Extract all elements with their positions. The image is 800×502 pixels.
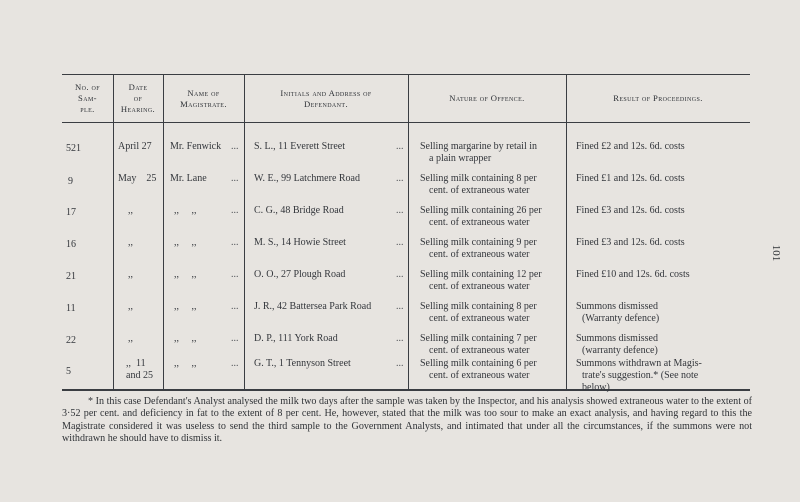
cell-magistrate: Mr. Fenwick [170, 141, 222, 152]
header-offence: Nature of Offence. [449, 93, 525, 103]
cell-date-continued: and 25 [126, 370, 153, 381]
leader-dots: ... [396, 173, 404, 184]
column-divider [163, 74, 164, 390]
cell-offence: Selling milk containing 12 per cent. of extraneous water [420, 269, 542, 292]
leader-dots: ... [396, 269, 404, 280]
leader-dots: ... [396, 237, 404, 248]
cell-date: ,, [128, 269, 133, 280]
cell-sample-no: 22 [66, 335, 76, 346]
table-top-rule [62, 74, 750, 75]
cell-defendant: J. R., 42 Battersea Park Road [254, 301, 372, 312]
cell-magistrate: ,, ,, [174, 205, 197, 216]
cell-date: ,, [128, 333, 133, 344]
cell-magistrate: Mr. Lane [170, 173, 207, 184]
column-divider [244, 74, 245, 390]
cell-magistrate: ,, ,, [174, 269, 197, 280]
header-sample-no: No. of Sam- ple. [75, 82, 100, 114]
leader-dots: ... [231, 333, 239, 344]
column-divider [566, 74, 567, 390]
cell-defendant: W. E., 99 Latchmere Road [254, 173, 360, 184]
leader-dots: ... [231, 358, 239, 369]
leader-dots: ... [396, 141, 404, 152]
cell-date: ,, [128, 205, 133, 216]
column-divider [408, 74, 409, 390]
leader-dots: ... [231, 301, 239, 312]
footnote: * In this case Defendant's Analyst analysed the milk two days after the sample was taken by the Inspector, and his analysis showed extraneous water to the extent of 3·52 per cent. and deficiency in fat to the extent of 8 per cent. He, however, stated that the milk was too sour to make an exact analysis, and having regard to this the Magistrate considered it was useless to send the third sample to the Government Analysts, and intimated that under all the circumstances, if the summons were not withdrawn he should have to dismiss it. [62, 396, 752, 445]
cell-result: Fined £3 and 12s. 6d. costs [576, 237, 685, 248]
header-result: Result of Proceedings. [613, 93, 703, 103]
cell-defendant: D. P., 111 York Road [254, 333, 338, 344]
cell-result: Fined £1 and 12s. 6d. costs [576, 173, 685, 184]
leader-dots: ... [231, 205, 239, 216]
leader-dots: ... [396, 205, 404, 216]
cell-date: ,, [128, 301, 133, 312]
leader-dots: ... [396, 358, 404, 369]
cell-date: May 25 [118, 173, 157, 184]
leader-dots: ... [231, 269, 239, 280]
cell-magistrate: ,, ,, [174, 301, 197, 312]
cell-result: Fined £10 and 12s. 6d. costs [576, 269, 690, 280]
cell-date: April 27 [118, 141, 152, 152]
cell-sample-no: 5 [66, 366, 71, 377]
cell-offence: Selling milk containing 26 per cent. of extraneous water [420, 205, 542, 228]
cell-magistrate: ,, ,, [174, 358, 197, 369]
cell-offence: Selling milk containing 6 per cent. of extraneous water [420, 358, 537, 381]
cell-defendant: S. L., 11 Everett Street [254, 141, 345, 152]
cell-date: ,, [128, 237, 133, 248]
leader-dots: ... [231, 237, 239, 248]
header-bottom-rule [62, 122, 750, 123]
leader-dots: ... [231, 141, 239, 152]
cell-magistrate: ,, ,, [174, 237, 197, 248]
leader-dots: ... [396, 301, 404, 312]
cell-defendant: C. G., 48 Bridge Road [254, 205, 344, 216]
cell-result: Summons dismissed (warranty defence) [576, 333, 658, 356]
column-divider [113, 74, 114, 390]
cell-defendant: M. S., 14 Howie Street [254, 237, 346, 248]
cell-offence: Selling milk containing 9 per cent. of extraneous water [420, 237, 537, 260]
cell-sample-no: 21 [66, 271, 76, 282]
cell-defendant: G. T., 1 Tennyson Street [254, 358, 351, 369]
cell-offence: Selling milk containing 8 per cent. of extraneous water [420, 173, 537, 196]
cell-offence: Selling milk containing 8 per cent. of extraneous water [420, 301, 537, 324]
cell-sample-no: 17 [66, 207, 76, 218]
cell-defendant: O. O., 27 Plough Road [254, 269, 346, 280]
page-number: 101 [770, 244, 782, 262]
cell-magistrate: ,, ,, [174, 333, 197, 344]
cell-result: Fined £2 and 12s. 6d. costs [576, 141, 685, 152]
header-date-of-hearing: Date of Hearing. [120, 82, 156, 114]
cell-result: Summons withdrawn at Magis- trate's suggestion.* (See note below) [576, 358, 702, 393]
cell-offence: Selling margarine by retail in a plain wrapper [420, 141, 538, 164]
leader-dots: ... [396, 333, 404, 344]
header-defendant: Initials and Address of Defendant. [280, 88, 372, 109]
header-magistrate: Name of Magistrate. [180, 88, 227, 109]
cell-offence: Selling milk containing 7 per cent. of extraneous water [420, 333, 537, 356]
cell-date: ,, 11 [126, 358, 146, 369]
cell-result: Summons dismissed (Warranty defence) [576, 301, 660, 324]
cell-sample-no: 11 [66, 303, 76, 314]
cell-sample-no: 9 [68, 176, 73, 187]
leader-dots: ... [231, 173, 239, 184]
cell-sample-no: 16 [66, 239, 76, 250]
cell-result: Fined £3 and 12s. 6d. costs [576, 205, 685, 216]
cell-sample-no: 521 [66, 143, 81, 154]
